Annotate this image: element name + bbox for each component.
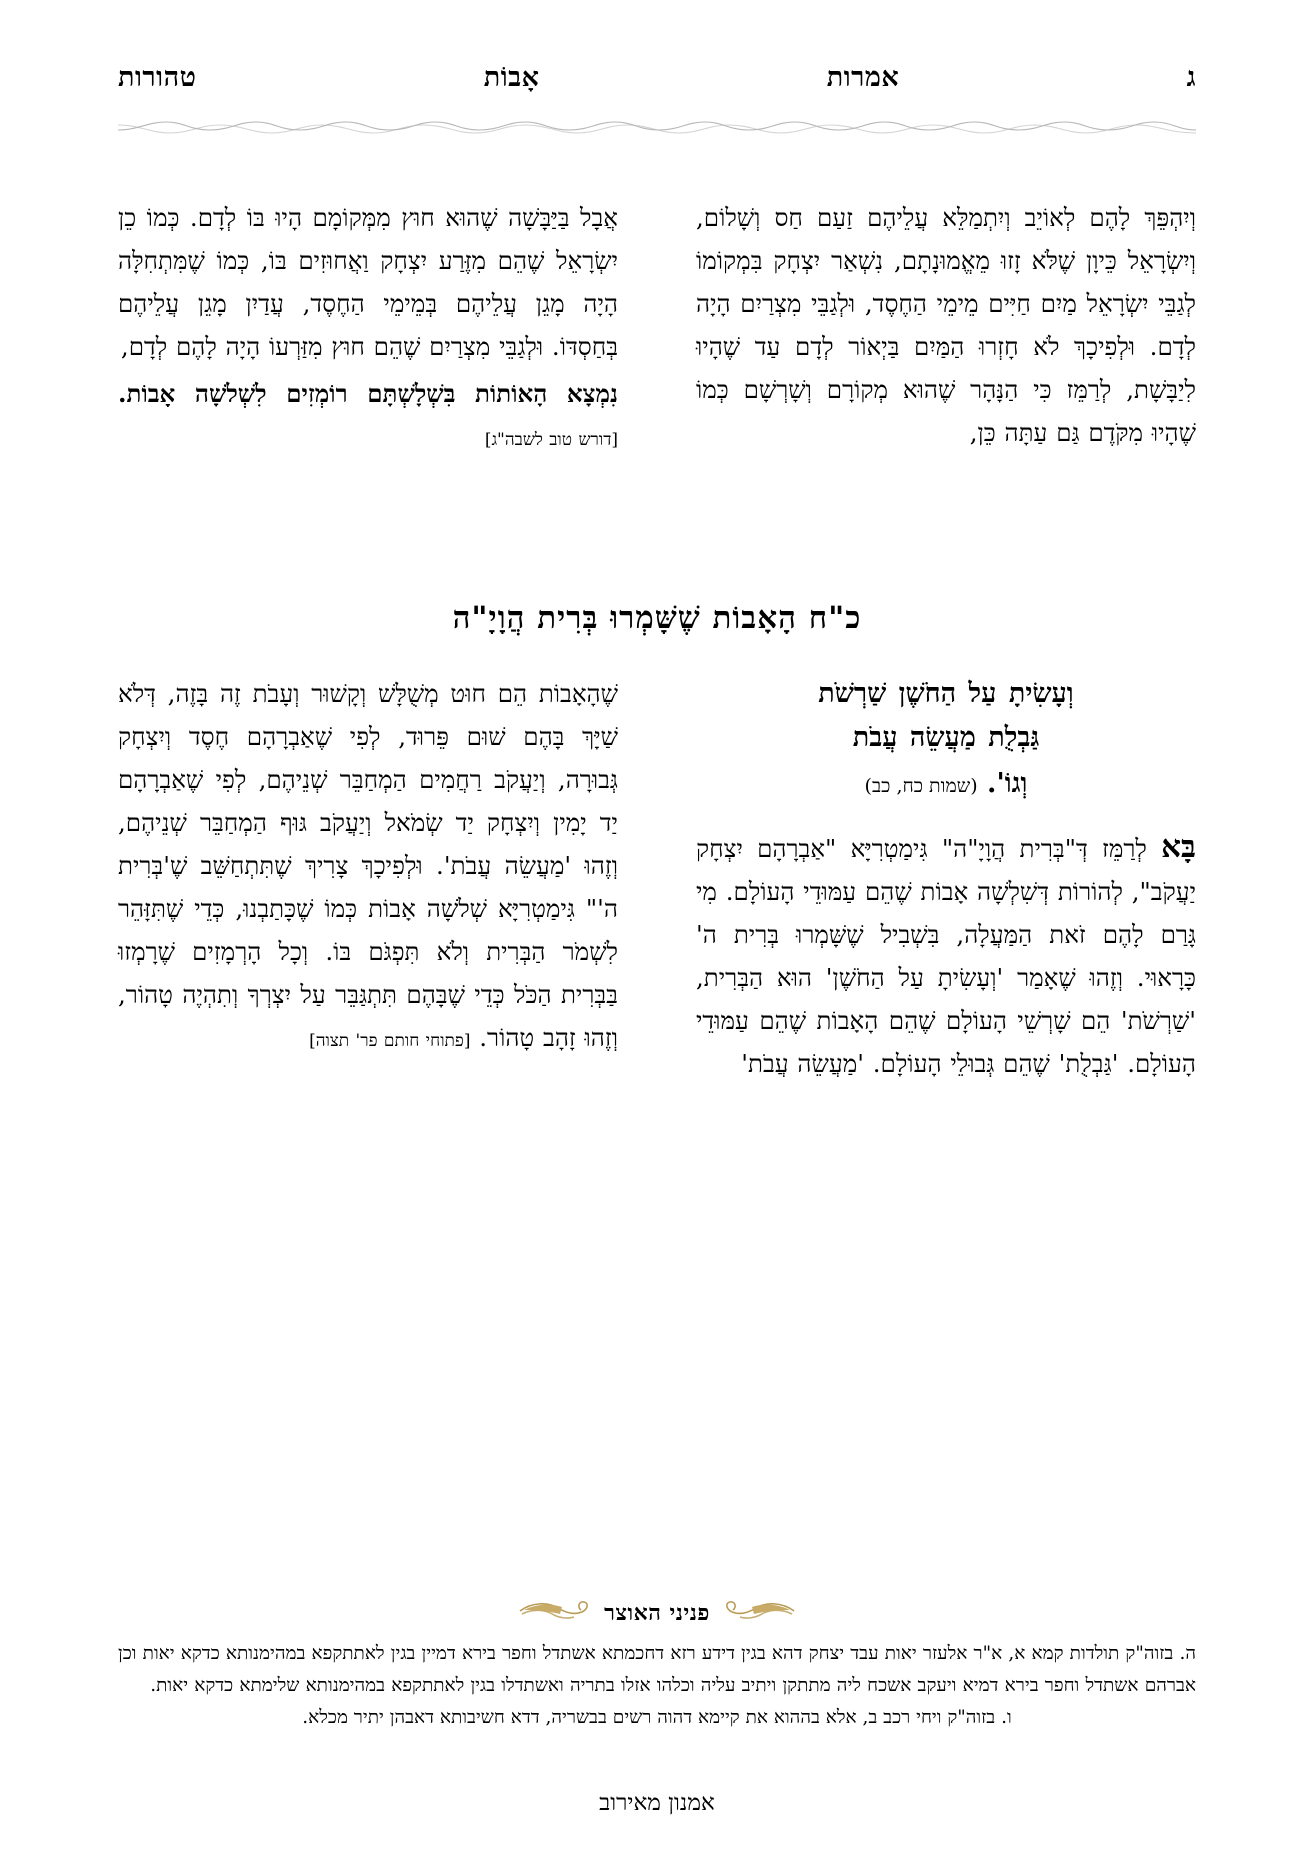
running-head: [118, 62, 1196, 93]
lower-right-column: [696, 672, 1196, 1089]
lower-right-paragraph: [696, 826, 1196, 1085]
footnotes-block: [118, 1638, 1196, 1734]
lower-right-paragraph-text: לְרַמֵּז דְּ"בְּרִית הֲוָיָ"ה" גִּימַטְרִיָּא "אַבְרָהָם יִצְחָק יַעֲקֹב", לְהוֹרוֹת דְּשִׁלְשָׁה אָבוֹת שֶׁהֵם עַמּוּדֵי הָעוֹלָם. מִי גָּרַם לָהֶם זֹאת הַמַּעֲלָה, בִּשְׁבִיל שֶׁשָּׁמְרוּ בְּרִית ה' כָּרָאוּי. וְזֶהוּ שֶׁאָמַר 'וְעָשִׂיתָ עַל הַחֹשֶׁן' הוּא הַבְּרִית, 'שַׁרְשֹׁת' הֵם שָׁרְשֵׁי הָעוֹלָם שֶׁהֵם הָאָבוֹת שֶׁהֵם עַמּוּדֵי הָעוֹלָם. 'גַּבְלֻת' שֶׁהֵם גְּבוּלֵי הָעוֹלָם. 'מַעֲשֵׂה עֲבֹת': [696, 834, 1196, 1078]
upper-right-paragraph: וְיִהְפֵּךְ לָהֶם לְאוֹיֵב וְיִתְמַלֵּא עֲלֵיהֶם זַעַם חַס וְשָׁלוֹם, וְיִשְׂרָאֵל כֵּיוָן שֶׁלֹּא זָזוּ מֵאֱמוּנָתָם, נִשְׁאַר יִצְחָק בִּמְקוֹמוֹ לְגַבֵּי יִשְׂרָאֵל מַיִם חַיִּים מֵימֵי הַחֶסֶד, וּלְגַבֵּי מִצְרַיִם הָיָה לְדָם. וּלְפִיכָךְ לֹא חָזְרוּ הַמַּיִם בַּיְאוֹר לְדָם עַד שֶׁהָיוּ לִיַבָּשָׁת, לְרַמֵּז כִּי הַנָּהָר שֶׁהוּא מְקוֹרָם וְשָׁרְשָׁם כְּמוֹ שֶׁהָיוּ מִקֹּדֶם גַּם עַתָּה כֵּן,: [696, 203, 1196, 447]
verse-line-3: וְגוֹ'.: [987, 768, 1028, 799]
pninei-haotzar-title: פניני האוצר: [604, 1600, 710, 1626]
section-heading: כ"ח הָאָבוֹת שֶׁשָּׁמְרוּ בְּרִית הֲוָיָ"ה: [452, 600, 862, 636]
upper-left-column: [118, 196, 618, 466]
upper-right-column: [696, 196, 1196, 466]
running-head-word-right: אמרות: [826, 62, 900, 93]
flourish-right-icon: [722, 1598, 796, 1628]
lower-left-paragraph: [118, 672, 618, 1063]
lower-left-column: [118, 672, 618, 1089]
footnote-entry-he: ה. בזוה"ק תולדות קמא א, א"ר אלעזר יאות עבד יצחק דהא בגין דידע רזא דחכמתא אשתדל וחפר בירא דמיין בגין לאתתקפא במהימנותא כדקא יאות וכן אברהם אשתדל וחפר בירא דמיא ויעקב אשכח ליה מתתקן ויתיב עליה וכלהו אזלו בתריה ואשתדלו בגין לאתתקפא במהימנותא שלימתא כדקא יאות.: [118, 1643, 1197, 1696]
header-divider-ornament: [118, 112, 1196, 138]
running-head-word-middle: אָבוֹת: [483, 62, 540, 93]
folio-number: ג: [1186, 62, 1196, 93]
running-head-word-left: טהורות: [118, 62, 197, 93]
footnote-entry-vav: ו. בזוה"ק ויחי רכב ב, אלא בההוא את קיימא דהוה רשים בבשריה, דדא חשיבותא דאבהן יתיר מכלא.: [302, 1707, 1012, 1728]
flourish-left-icon: [518, 1598, 592, 1628]
verse-line-2: גַּבְלֻת מַעֲשֵׂה עֲבֹת: [852, 722, 1040, 753]
pninei-haotzar-header: [118, 1598, 1196, 1628]
verse-citation: (שמות כח, כב): [864, 775, 978, 797]
upper-left-bold-line: [118, 372, 618, 462]
lower-left-source-citation: [פתוחי חותם פר' תצוה]: [309, 1031, 471, 1051]
colophon: אמנון מאירוב: [599, 1790, 715, 1816]
upper-left-source-citation: [דורש טוב לשבה"ג]: [484, 430, 618, 450]
verse-line-3-with-citation: [696, 762, 1196, 808]
lower-text-columns: [118, 672, 1196, 1089]
upper-left-bold-text: נִמְצָא הָאוֹתוֹת בִּשְׁלָשְׁתָּם רוֹמְזִים לִשְׁלֹשָׁה אָבוֹת.: [118, 379, 618, 408]
paragraph-dropcap: בָּא: [1161, 829, 1196, 865]
lower-left-paragraph-text: שֶׁהָאָבוֹת הֵם חוּט מְשֻׁלָּשׁ וְקָשׁוּר וְעָבֹת זֶה בָּזֶה, דְּלֹא שַׁיָּךְ בָּהֶם שׁוּם פֵּרוּד, לְפִי שֶׁאַבְרָהָם חֶסֶד וְיִצְחָק גְּבוּרָה, וְיַעֲקֹב רַחֲמִים הַמְחַבֵּר שְׁנֵיהֶם, לְפִי שֶׁאַבְרָהָם יַד יָמִין וְיִצְחָק יַד שְׂמֹאל וְיַעֲקֹב גּוּף הַמְחַבֵּר שְׁנֵיהֶם, וְזֶהוּ 'מַעֲשֵׂה עֲבֹת'. וּלְפִיכָךְ צָרִיךְ שֶׁתִּתְחַשֵּׁב שֶׁ'בְּרִית ה'" גִּימַטְרִיָּא שְׁלֹשָׁה אָבוֹת כְּמוֹ שֶׁכָּתַבְנוּ, כְּדֵי שֶׁתִּזָּהֵר לִשְׁמֹר הַבְּרִית וְלֹא תִּפְגֹּם בּוֹ. וְכָל הָרְמָזִים שֶׁרָמְזוּ בַּבְּרִית הַכֹּל כְּדֵי שֶׁבָּהֶם תִּתְגַּבֵּר עַל יִצְרְךָ וְתִהְיֶה טָהוֹר, וְזֶהוּ זָהָב טָהוֹר.: [118, 679, 618, 1052]
verse-line-1: וְעָשִׂיתָ עַל הַחֹשֶׁן שַׁרְשֹׁת: [818, 678, 1074, 709]
upper-text-columns: [118, 196, 1196, 466]
upper-left-paragraph: אֲבָל בַּיַּבָּשָׁה שֶׁהוּא חוּץ מִמְּקוֹמָם הָיוּ בּוֹ לְדָם. כְּמוֹ כֵן יִשְׂרָאֵל שֶׁהֵם מִזֶּרַע יִצְחָק וַאֲחוּזִים בּוֹ, כְּמוֹ שֶׁמִּתְחִלָּה הָיָה מָגֵן עֲלֵיהֶם בְּמֵימֵי הַחֶסֶד, עֲדַיִן מָגֵן עֲלֵיהֶם בְּחַסְדּוֹ. וּלְגַבֵּי מִצְרַיִם שֶׁהֵם חוּץ מִזַּרְעוֹ הָיָה לָהֶם לְדָם,: [118, 203, 618, 361]
